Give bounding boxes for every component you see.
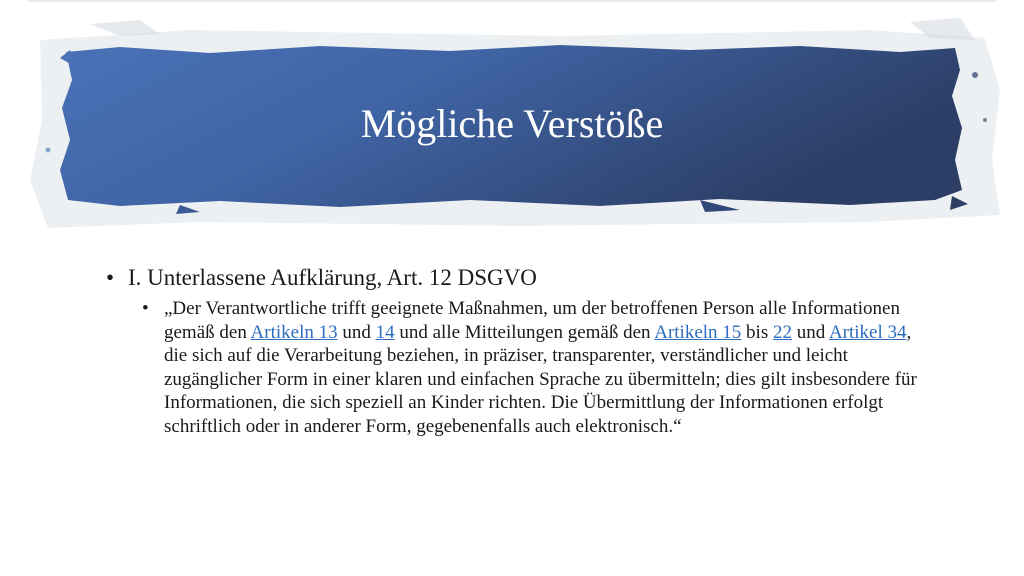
- quote-text-part: und: [337, 321, 376, 343]
- link-artikel-22[interactable]: 22: [772, 321, 792, 343]
- content-area: [106, 264, 926, 438]
- quote-text-part: und: [791, 321, 829, 343]
- link-artikel-34[interactable]: Artikel 34: [828, 321, 907, 343]
- quote-text-part: bis: [741, 321, 773, 343]
- bullet-level-1: [106, 264, 926, 292]
- slide-title: Mögliche Verstöße: [360, 101, 664, 146]
- link-artikeln-15[interactable]: Artikeln 15: [654, 321, 742, 343]
- quote-text-part: , die sich auf die Verarbeitung beziehen, in präziser, transparenter, verständlicher und leicht zugänglicher Form in einer klaren und einfachen Sprache zu übermitteln; dies gilt insbesondere für Informationen, die sich speziell an Kinder richten. Die Übermittlung der Informationen erfolgt schriftlich oder in anderer Form, gegebenenfalls auch elektronisch.“: [164, 321, 917, 437]
- quote-text-part: und alle Mitteilungen gemäß den: [394, 321, 655, 343]
- sub-bullet-symbol: •: [142, 298, 149, 319]
- link-artikeln-13[interactable]: Artikeln 13: [250, 321, 338, 343]
- bullet-text: I. Unterlassene Aufklärung, Art. 12 DSGVO: [128, 265, 537, 290]
- link-artikel-14[interactable]: 14: [375, 321, 395, 343]
- bullet-symbol: •: [106, 265, 115, 290]
- bullet-level-2: [142, 297, 924, 438]
- quote-text-part: „Der Verantwortliche trifft geeignete Maßnahmen, um der betroffenen Person alle Informationen gemäß den: [164, 298, 900, 343]
